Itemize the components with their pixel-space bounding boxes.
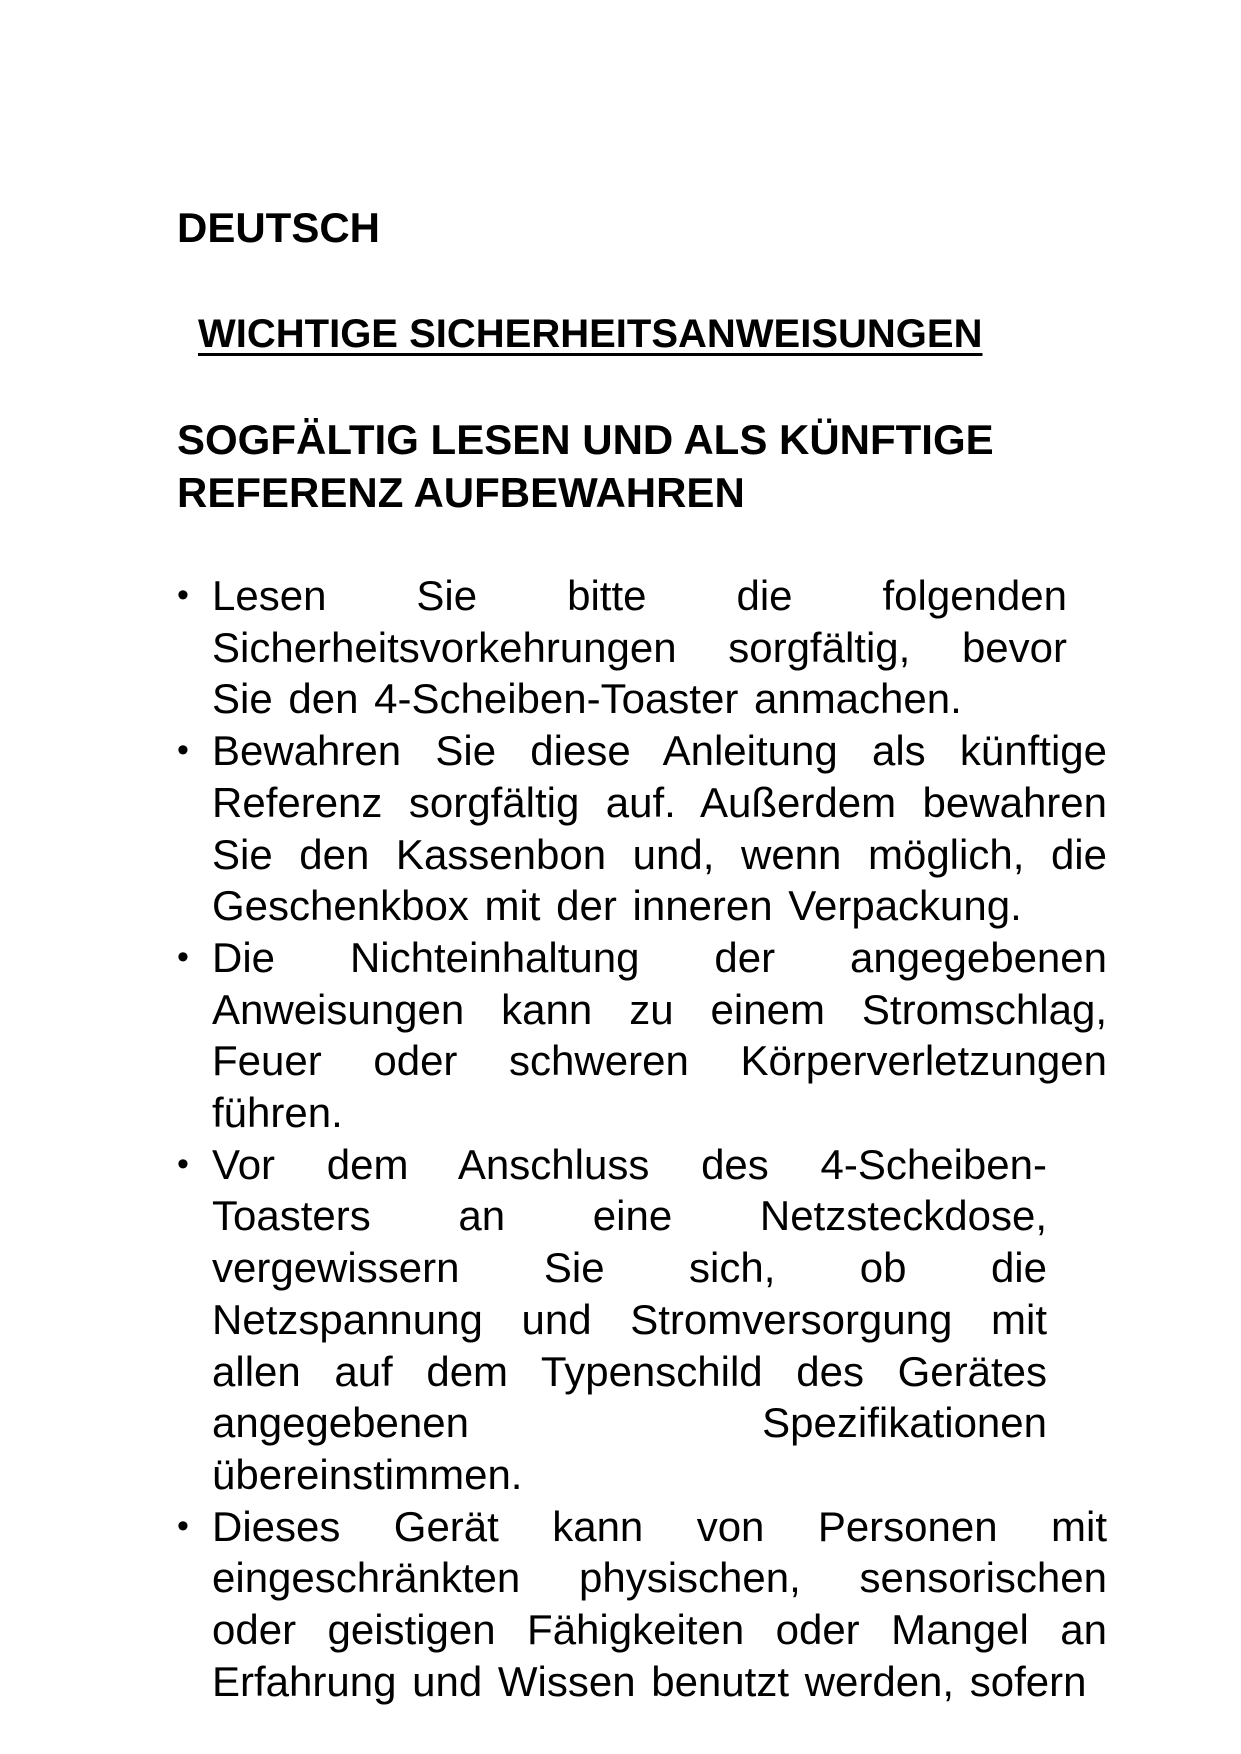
subtitle: SOGFÄLTIG LESEN UND ALS KÜNFTIGE REFERENZ AUFBEWAHREN [177,416,994,516]
list-item-text: Dieses Gerät kann von Personen mit eingeschränkten physischen, sensorischen oder geistigen Fähigkeiten oder Mangel an Erfahrung und Wissen benutzt werden, sofern [212,1502,1107,1705]
language-heading: DEUTSCH [177,204,381,251]
bullet-icon: • [177,1144,189,1183]
list-item [177,932,1107,1139]
list-item [177,570,1107,725]
list-item [177,725,1107,932]
page-title: WICHTIGE SICHERHEITSANWEISUNGEN [198,312,983,356]
list-item [177,1139,1107,1501]
list-item-text: Bewahren Sie diese Anleitung als künftige Referenz sorgfältig auf. Außerdem bewahren Sie den Kassenbon und, wenn möglich, die Geschenkbox mit der inneren Verpackung. [212,727,1107,930]
bullet-icon: • [177,731,189,770]
bullet-icon: • [177,1506,189,1545]
list-item [177,1501,1107,1708]
bullet-icon: • [177,937,189,976]
list-item-text: Vor dem Anschluss des 4-Scheiben-Toasters an eine Netzsteckdose, vergewissern Sie sich, ob die Netzspannung und Stromversorgung mit allen auf dem Typenschild des Gerätes angegebenen Spezifikationen übereinstimmen. [212,1140,1047,1498]
list-item-text: Die Nichteinhaltung der angegebenen Anweisungen kann zu einem Stromschlag, Feuer oder schweren Körperverletzungen führen. [212,933,1107,1137]
safety-instructions-list [177,570,1107,1707]
list-item-text: Lesen Sie bitte die folgenden Sicherheitsvorkehrungen sorgfältig, bevor Sie den 4-Scheiben-Toaster anmachen. [212,572,1067,723]
bullet-icon: • [177,576,189,614]
